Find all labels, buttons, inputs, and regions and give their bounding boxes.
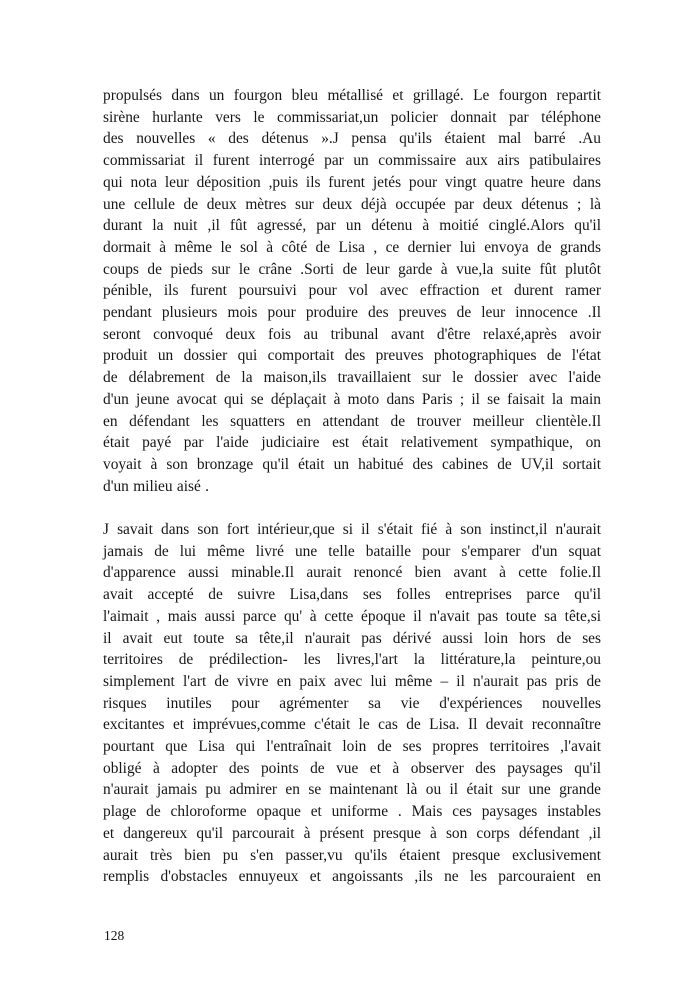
text-line: en défendant les squatters en attendant de trouver meilleur clientèle.Il	[103, 412, 601, 430]
text-column	[103, 85, 601, 888]
text-line: d'apparence aussi minable.Il aurait renoncé bien avant à cette folie.Il	[103, 564, 601, 582]
text-line: pendant plusieurs mois pour produire des preuves de leur innocence .Il	[103, 304, 601, 322]
paragraph-2	[103, 519, 601, 888]
text-line: plage de chloroforme opaque et uniforme . Mais ces paysages instables	[103, 803, 601, 821]
text-line: coups de pieds sur le crâne .Sorti de leur garde à vue,la suite fût plutôt	[103, 260, 601, 278]
paragraph-1	[103, 85, 601, 497]
text-line: était payé par l'aide judiciaire est était relativement sympathique, on	[103, 434, 601, 452]
text-line: pourtant que Lisa qui l'entraînait loin de ses propres territoires ,l'avait	[103, 738, 601, 756]
text-line: commissariat il furent interrogé par un commissaire aux airs patibulaires	[103, 152, 601, 170]
text-line: l'aimait , mais aussi parce qu' à cette époque il n'avait pas toute sa tête,si	[103, 607, 601, 625]
text-line: durant la nuit ,il fût agressé, par un détenu à moitié cinglé.Alors qu'il	[103, 217, 601, 235]
text-line: jamais de lui même livré une telle bataille pour s'emparer d'un squat	[103, 542, 601, 560]
text-line: excitantes et imprévues,comme c'était le cas de Lisa. Il devait reconnaître	[103, 716, 601, 734]
text-line: et dangereux qu'il parcourait à présent presque à son corps défendant ,il	[103, 824, 601, 842]
text-line: obligé à adopter des points de vue et à observer des paysages qu'il	[103, 759, 601, 777]
text-line: n'aurait jamais pu admirer en se maintenant là ou il était sur une grande	[103, 781, 601, 799]
text-line: d'un milieu aisé .	[103, 477, 210, 495]
text-line: d'un jeune avocat qui se déplaçait à moto dans Paris ; il se faisait la main	[103, 390, 601, 408]
text-line: seront convoqué deux fois au tribunal avant d'être relaxé,après avoir	[103, 325, 601, 343]
text-line: il avait eut toute sa tête,il n'aurait pas dérivé aussi loin hors de ses	[103, 629, 601, 647]
text-line: produit un dossier qui comportait des preuves photographiques de l'état	[103, 347, 601, 365]
text-line: risques inutiles pour agrémenter sa vie d'expériences nouvelles	[103, 694, 601, 712]
text-line: J savait dans son fort intérieur,que si il s'était fié à son instinct,il n'aurait	[103, 521, 601, 539]
text-line: propulsés dans un fourgon bleu métallisé et grillagé. Le fourgon repartit	[103, 87, 601, 104]
text-line: de délabrement de la maison,ils travaillaient sur le dossier avec l'aide	[103, 369, 601, 387]
text-line: qui nota leur déposition ,puis ils furent jetés pour vingt quatre heure dans	[103, 173, 601, 191]
text-line: remplis d'obstacles ennuyeux et angoissants ,ils ne les parcouraient en	[103, 868, 601, 886]
text-line: aurait très bien pu s'en passer,vu qu'ils étaient presque exclusivement	[103, 846, 601, 864]
text-line: des nouvelles « des détenus ».J pensa qu'ils étaient mal barré .Au	[103, 130, 601, 148]
text-line: dormait à même le sol à côté de Lisa , ce dernier lui envoya de grands	[103, 238, 601, 256]
text-line: sirène hurlante vers le commissariat,un policier donnait par téléphone	[103, 108, 601, 126]
text-line: simplement l'art de vivre en paix avec lui même – il n'aurait pas pris de	[103, 672, 601, 690]
text-line: avait accepté de suivre Lisa,dans ses folles entreprises parce qu'il	[103, 586, 601, 604]
text-line: voyait à son bronzage qu'il était un habitué des cabines de UV,il sortait	[103, 455, 601, 473]
text-line: une cellule de deux mètres sur deux déjà occupée par deux détenus ; là	[103, 195, 601, 213]
text-line: territoires de prédilection- les livres,l'art la littérature,la peinture,ou	[103, 651, 601, 669]
text-line: pénible, ils furent poursuivi pour vol avec effraction et durent ramer	[103, 282, 601, 300]
page-number: 128	[104, 928, 125, 943]
